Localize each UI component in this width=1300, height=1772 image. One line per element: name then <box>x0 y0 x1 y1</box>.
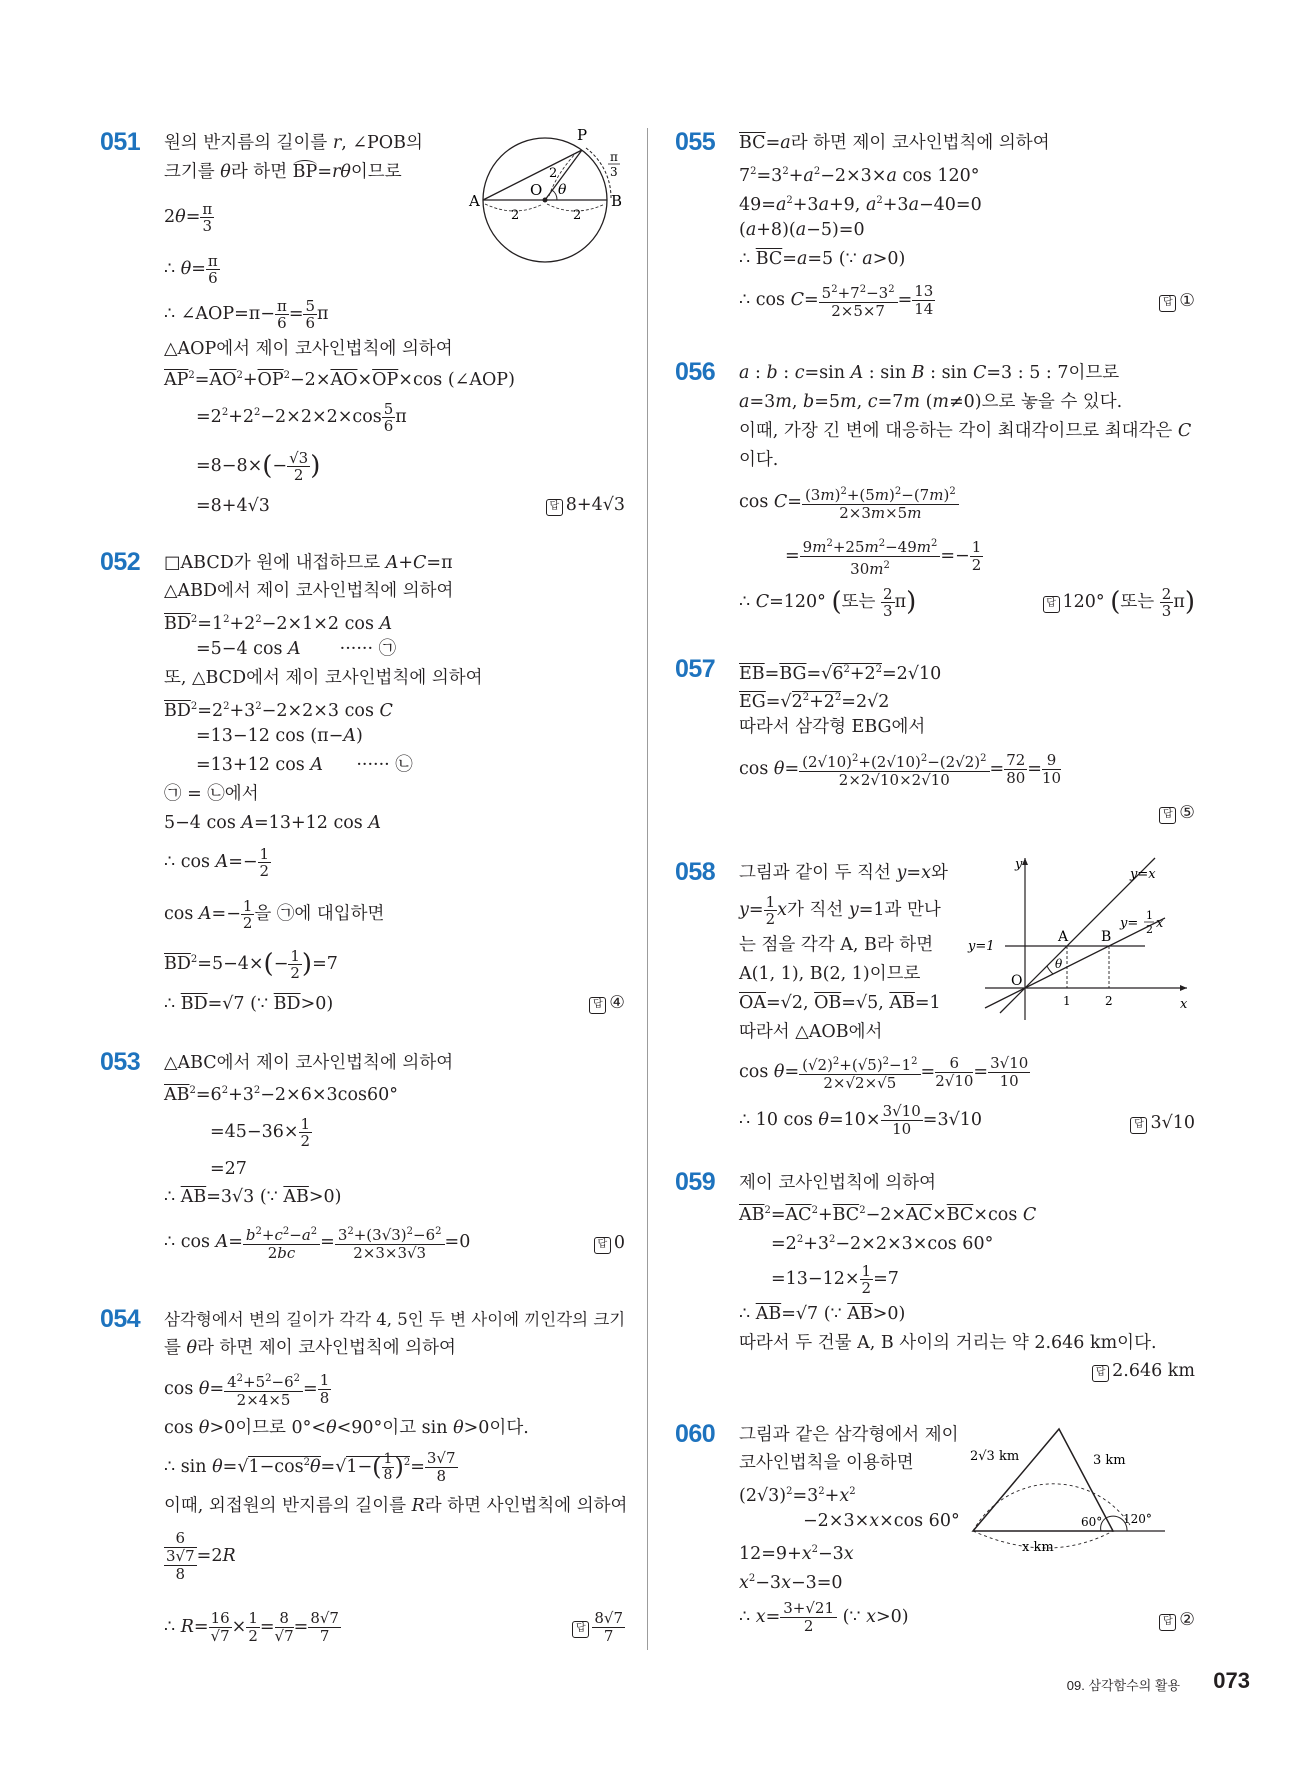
solution-line: cos θ= $\frac{4^2+5^2-6^2}{2\times 4\times 5}$ = $\frac{1}{8}$ <box>164 1371 330 1409</box>
solution-line: $\overline{BC}=a$라 하면 제이 코사인법칙에 의하여 <box>739 133 1050 153</box>
column-divider <box>647 128 648 1650</box>
solution-line: $\frac{6}{\frac{3√7}{8}}$ =2R <box>166 1529 236 1583</box>
solution-line: ∴ cos A= $\frac{b^2+c^2-a^2}{2bc}$ = $\frac{3^2+(3√3)^2-6^2}{2\times 3\times 3√3}$ =0 <box>164 1223 470 1262</box>
label-angle-120: 120° <box>1123 1512 1152 1526</box>
answer-mark-icon: 답 <box>1130 1117 1147 1134</box>
solution-line: cos θ= $\frac{(√2)^2+(√5)^2-1^2}{2\times√2\times√5}$ = $\frac{6}{2√10}$ = $\frac{3√10}{10}$ <box>739 1054 1029 1092</box>
label-base: x km <box>1022 1540 1054 1555</box>
solution-line: ∴ $\overline{AB}=3√3$ (∵ $\overline{AB}>0$) <box>164 1187 342 1207</box>
label-radius-left: 2 <box>511 208 520 223</box>
label-b: B <box>611 192 623 210</box>
problem-number: 060 <box>675 1420 716 1448</box>
answer-mark-icon: 답 <box>1159 807 1176 824</box>
answer-mark-icon: 답 <box>1092 1365 1109 1382</box>
solution-line: =5−4 cos A ······ ㉠ <box>196 639 397 659</box>
label-p: P <box>577 126 588 144</box>
solution-line: ∴ R= $\frac{16}{√7}$ × $\frac{1}{2}$ = $\frac{8}{√7}$ = $\frac{8√7}{7}$ <box>164 1609 339 1645</box>
label-a: A <box>1058 929 1069 945</box>
problem-number: 056 <box>675 358 716 386</box>
label-line-half-n: 1 <box>1146 909 1153 922</box>
angle-arc <box>552 190 557 200</box>
solution-line: $\overline{BD}^2=2^2+3^2-2\times 2\times 3$ cos C <box>164 700 393 721</box>
answer: 답 ② <box>1159 1610 1195 1631</box>
solution-line: −2×3×x×cos 60° <box>803 1511 960 1531</box>
solution-line: 코사인법칙을 이용하면 <box>739 1453 914 1473</box>
solution-line: $\overline{BD}^2=1^2+2^2-2\times 1\times 2$ cos A <box>164 613 393 634</box>
solution-line: 그림과 같은 삼각형에서 제이 <box>739 1425 959 1445</box>
solution-line: 따라서 두 건물 A, B 사이의 거리는 약 2.646 km이다. <box>739 1333 1157 1353</box>
solution-line: =13+12 cos A ······ ㉡ <box>196 755 413 775</box>
solution-line: =13−12× $\frac{1}{2}$ =7 <box>771 1262 899 1297</box>
label-radius-op: 2 <box>549 166 558 181</box>
solution-line: $=2^2+2^2-2\times 2\times 2\times\cos$ $\frac{5}{6}$ π <box>196 400 407 435</box>
solution-line: y= $\frac{1}{2}$ x가 직선 y=1과 만나 <box>739 893 941 928</box>
solution-line: cos A=− $\frac{1}{2}$ 을 ㉠에 대입하면 <box>164 897 385 932</box>
circle-figure <box>445 118 635 288</box>
y-axis-arrow <box>1022 858 1028 865</box>
answer: 답 0 <box>594 1233 625 1254</box>
answer-mark-icon: 답 <box>1043 596 1060 613</box>
label-side-left: 2√3 km <box>970 1449 1020 1464</box>
solution-line: 크기를 θ라 하면 BP=rθ이므로 <box>164 162 402 182</box>
solution-line: 제이 코사인법칙에 의하여 <box>739 1173 937 1193</box>
problem-number: 053 <box>100 1048 141 1076</box>
line-y-equals-half-x <box>985 918 1165 1008</box>
solution-line: $(2√3)^2=3^2+x^2$ <box>739 1485 856 1506</box>
solution-line: 그림과 같이 두 직선 y=x와 <box>739 863 948 883</box>
solution-line: 또, △BCD에서 제이 코사인법칙에 의하여 <box>164 668 483 688</box>
answer-mark-icon: 답 <box>572 1621 589 1638</box>
solution-line: 따라서 △AOB에서 <box>739 1022 883 1042</box>
answer-mark-icon: 답 <box>1159 1614 1176 1631</box>
solution-line: A(1, 1), B(2, 1)이므로 <box>739 964 921 984</box>
label-o: O <box>530 181 543 199</box>
label-side-right: 3 km <box>1093 1453 1126 1468</box>
answer: 답 ⑤ <box>1159 803 1195 824</box>
solution-line: △ABC에서 제이 코사인법칙에 의하여 <box>164 1053 454 1073</box>
solution-line: ∴ ∠AOP=π− $\frac{\pi}{6}$ = $\frac{5}{6}$ π <box>164 297 329 332</box>
solution-line: 원의 반지름의 길이를 r, ∠POB의 <box>164 133 423 153</box>
solution-line: cos θ>0이므로 0°<θ<90°이고 sin θ>0이다. <box>164 1418 529 1438</box>
label-x: x <box>1180 997 1188 1012</box>
solution-line: $\overline{AP}^2=\overline{AO}^2+\overline{OP}^2-2\times\overline{AO}\times\overline{OP}\times\cos$ (∠AOP) <box>164 369 515 390</box>
circumcircle-dashed <box>973 1484 1130 1531</box>
label-o: O <box>1011 973 1023 989</box>
answer: 답 ④ <box>589 993 625 1014</box>
answer-mark-icon: 답 <box>1159 295 1176 312</box>
answer-mark-icon: 답 <box>546 499 563 516</box>
solution-line: cos θ= $\frac{(2√10)^2+(2√10)^2-(2√2)^2}{2\times 2√10\times 2√10}$ = $\frac{72}{80}$ = $\frac{9}{10}$ <box>739 751 1062 789</box>
solution-line: 삼각형에서 변의 길이가 각각 4, 5인 두 변 사이에 끼인각의 크기 <box>164 1310 626 1329</box>
problem-number: 059 <box>675 1168 716 1196</box>
answer: 답 $\frac{8√7}{7}$ <box>572 1610 625 1645</box>
center-point <box>543 198 548 203</box>
solution-line: 이때, 외접원의 반지름의 길이를 R라 하면 사인법칙에 의하여 <box>164 1496 628 1516</box>
label-radius-right: 2 <box>573 208 582 223</box>
solution-line: 를 θ라 하면 제이 코사인법칙에 의하여 <box>164 1338 456 1358</box>
solution-line: ∴ $\overline{AB}=√7$ (∵ $\overline{AB}>0$) <box>739 1304 906 1324</box>
label-theta: θ <box>1055 957 1063 971</box>
solution-line: 2θ= $\frac{\pi}{3}$ <box>164 200 213 235</box>
label-line-half-d: 2 <box>1146 923 1153 936</box>
solution-line: $\overline{EB}=\overline{BG}=√6^2+2^2=2√10$ <box>739 663 942 684</box>
label-angle-60: 60° <box>1081 1515 1103 1529</box>
problem-number: 057 <box>675 655 716 683</box>
answer: 답 3√10 <box>1130 1113 1195 1134</box>
page-number: 073 <box>1213 1668 1250 1693</box>
solution-line: a=3m, b=5m, c=7m (m≠0)으로 놓을 수 있다. <box>739 392 1123 412</box>
solution-line: ∴ 10 cos θ=10× $\frac{3√10}{10}$ =3√10 <box>739 1102 982 1138</box>
solution-line: $\overline{OA}=√2$, $\overline{OB}=√5$, $\overline{AB}=1$ <box>739 993 941 1013</box>
solution-line: $12=9+x^2-3x$ <box>739 1543 854 1564</box>
label-arc-den: 3 <box>610 165 618 179</box>
solution-line: =8+4√3 <box>196 496 270 516</box>
solution-line: ∴ cos A=− $\frac{1}{2}$ <box>164 845 270 880</box>
solution-line: ∴ C=120° (또는 $\frac{2}{3}$ π) <box>739 585 917 620</box>
answer: 답 8+4√3 <box>546 495 625 516</box>
solution-line: ∴ cos C= $\frac{5^2+7^2-3^2}{2\times 5\times 7}$ = $\frac{13}{14}$ <box>739 282 934 320</box>
problem-number: 054 <box>100 1305 141 1333</box>
answer: 답 ① <box>1159 291 1195 312</box>
solution-line: ㉠ = ㉡에서 <box>164 784 259 804</box>
solution-line: 따라서 삼각형 EBG에서 <box>739 717 926 737</box>
solution-line: =13−12 cos (π−A) <box>196 726 363 746</box>
solution-line: ∴ x= $\frac{3+√21}{2}$ (∵ x>0) <box>739 1599 909 1635</box>
solution-line: =45−36× $\frac{1}{2}$ <box>210 1115 311 1150</box>
solution-line: $\overline{AB}^2=\overline{AC}^2+\overline{BC}^2-2\times\overline{AC}\times\overline{BC}\times\cos$ C <box>739 1204 1037 1225</box>
label-line-half-x: x <box>1156 916 1164 931</box>
solution-line: = $\frac{9m^2+25m^2-49m^2}{30m^2}$ =− $\frac{1}{2}$ <box>785 535 983 578</box>
arc-bp-dashed <box>586 148 611 198</box>
solution-line: $7^2=3^2+a^2-2\times 3\times a$ cos 120° <box>739 165 980 186</box>
solution-line: △AOP에서 제이 코사인법칙에 의하여 <box>164 339 453 359</box>
problem-number: 052 <box>100 548 141 576</box>
problem-number: 051 <box>100 128 141 156</box>
solution-line: ∴ $\overline{BC}=a=5$ (∵ a>0) <box>739 249 906 269</box>
solution-line: =27 <box>210 1159 247 1179</box>
solution-line: ∴ $\overline{BD}=√7$ (∵ $\overline{BD}>0$) <box>164 994 334 1014</box>
label-line-half-a: y= <box>1120 916 1139 931</box>
answer: 답 2.646 km <box>1092 1361 1195 1382</box>
theta-arc <box>1047 966 1053 974</box>
solution-line: $=2^2+3^2-2\times 2\times 3\times\cos$ 60° <box>771 1233 994 1254</box>
triangle-figure <box>965 1415 1195 1565</box>
label-y: y <box>1015 857 1023 872</box>
answer: 답 120° (또는 $\frac{2}{3}$ π) <box>1043 586 1195 619</box>
label-arc-num: π <box>610 150 618 164</box>
solution-line: 이다. <box>739 450 779 470</box>
solution-line: △ABD에서 제이 코사인법칙에 의하여 <box>164 581 454 601</box>
problem-number: 058 <box>675 858 716 886</box>
solution-line: $\overline{EG}=√2^2+2^2=2√2$ <box>739 691 890 712</box>
label-one: 1 <box>1063 994 1071 1008</box>
solution-line: $x^2-3x-3=0$ <box>739 1572 843 1593</box>
label-line-yx: y=x <box>1130 867 1156 882</box>
label-two: 2 <box>1105 994 1113 1008</box>
solution-line: cos C= $\frac{(3m)^2+(5m)^2-(7m)^2}{2\times 3m\times 5m}$ <box>739 483 959 522</box>
answer-mark-icon: 답 <box>589 997 606 1014</box>
chapter-title: 09. 삼각함수의 활용 <box>1066 1678 1180 1693</box>
solution-line: $\overline{BD}^2=5-4\times(-$ $\frac{1}{2}$ )=7 <box>164 947 338 982</box>
solution-line: 5−4 cos A=13+12 cos A <box>164 813 381 833</box>
problem-number: 055 <box>675 128 716 156</box>
label-b: B <box>1101 929 1112 945</box>
solution-line: 이때, 가장 긴 변에 대응하는 각이 최대각이므로 최대각은 C <box>739 421 1192 441</box>
solution-line: $\overline{AB}^2=6^2+3^2-2\times 6\times 3\cos 60^\circ$ <box>164 1084 398 1105</box>
solution-line: 는 점을 각각 A, B라 하면 <box>739 935 934 955</box>
label-line-y1: y=1 <box>968 939 995 954</box>
solution-line: =8−8×(− $\frac{√3}{2}$ ) <box>196 449 321 484</box>
solution-line: □ABCD가 원에 내접하므로 A+C=π <box>164 553 453 573</box>
answer-mark-icon: 답 <box>594 1237 611 1254</box>
line-graph-figure <box>965 850 1195 1025</box>
solution-line: a : b : c=sin A : sin B : sin C=3 : 5 : 7이므로 <box>739 363 1120 383</box>
label-theta: θ <box>558 182 567 198</box>
solution-line: (a+8)(a−5)=0 <box>739 220 865 240</box>
solution-line: ∴ θ= $\frac{\pi}{6}$ <box>164 252 218 287</box>
solution-line: ∴ $\sin \theta=√1-\cos^2\theta=√1-$( $\frac{1}{8}$ )$^2$= $\frac{3√7}{8}$ <box>164 1449 456 1485</box>
x-axis-arrow <box>1180 985 1187 991</box>
label-a: A <box>469 192 480 210</box>
solution-line: $49=a^2+3a+9$, $a^2+3a-40=0$ <box>739 194 982 215</box>
